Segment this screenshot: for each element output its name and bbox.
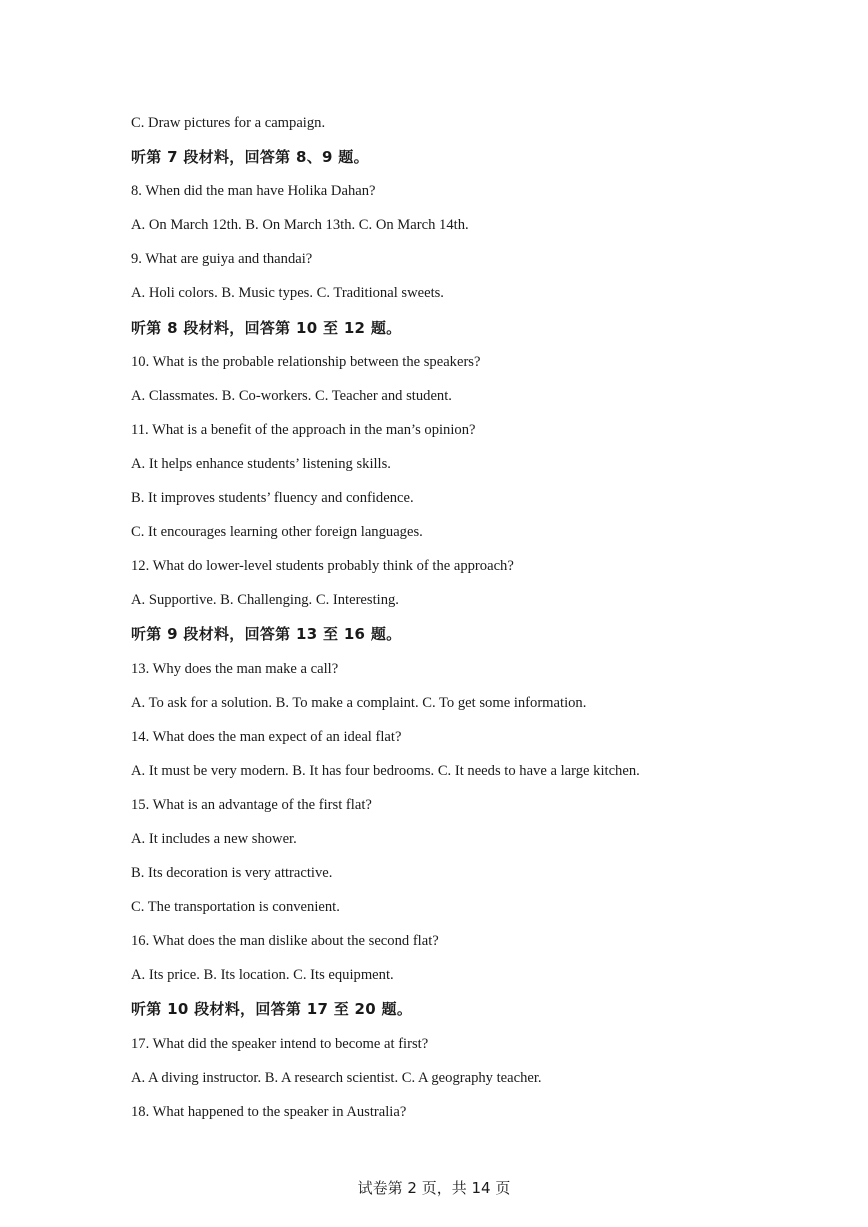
question-text: 14. What does the man expect of an ideal flat?: [131, 728, 402, 745]
answer-options: C. It encourages learning other foreign languages.: [131, 524, 423, 541]
answer-options: B. Its decoration is very attractive.: [131, 865, 333, 882]
answer-options: A. A diving instructor. B. A research scientist. C. A geography teacher.: [131, 1069, 542, 1086]
answer-options: C. The transportation is convenient.: [131, 899, 340, 916]
question-text: 8. When did the man have Holika Dahan?: [131, 183, 376, 200]
question-text: 12. What do lower-level students probably think of the approach?: [131, 558, 514, 575]
answer-options: B. It improves students’ fluency and confidence.: [131, 490, 414, 507]
section-heading: 听第 9 段材料，回答第 13 至 16 题。: [131, 625, 402, 644]
question-text: 18. What happened to the speaker in Australia?: [131, 1103, 407, 1120]
answer-options: A. Holi colors. B. Music types. C. Traditional sweets.: [131, 285, 444, 302]
answer-options: A. On March 12th. B. On March 13th. C. On March 14th.: [131, 217, 469, 234]
answer-options: A. Classmates. B. Co-workers. C. Teacher and student.: [131, 387, 452, 404]
answer-options: C. Draw pictures for a campaign.: [131, 115, 326, 131]
question-text: 9. What are guiya and thandai?: [131, 251, 313, 268]
question-text: 10. What is the probable relationship between the speakers?: [131, 353, 481, 370]
section-heading: 听第 10 段材料，回答第 17 至 20 题。: [131, 1000, 413, 1019]
page-footer: 试卷第 2 页，共 14 页: [357, 1179, 511, 1197]
answer-options: A. It must be very modern. B. It has four bedrooms. C. It needs to have a large kitchen.: [131, 762, 640, 779]
question-text: 11. What is a benefit of the approach in the man’s opinion?: [131, 421, 476, 438]
question-text: 13. Why does the man make a call?: [131, 660, 339, 677]
question-text: 16. What does the man dislike about the second flat?: [131, 933, 439, 950]
answer-options: A. It includes a new shower.: [131, 830, 297, 847]
answer-options: A. Supportive. B. Challenging. C. Interesting.: [131, 592, 399, 609]
answer-options: A. It helps enhance students’ listening skills.: [131, 455, 391, 472]
section-heading: 听第 8 段材料，回答第 10 至 12 题。: [131, 318, 402, 337]
question-text: 17. What did the speaker intend to become at first?: [131, 1035, 429, 1052]
section-heading: 听第 7 段材料，回答第 8、9 题。: [131, 148, 369, 167]
answer-options: A. Its price. B. Its location. C. Its equipment.: [131, 967, 394, 984]
answer-options: A. To ask for a solution. B. To make a complaint. C. To get some information.: [131, 694, 587, 711]
page-content: [131, 112, 811, 1135]
question-text: 15. What is an advantage of the first flat?: [131, 796, 372, 813]
